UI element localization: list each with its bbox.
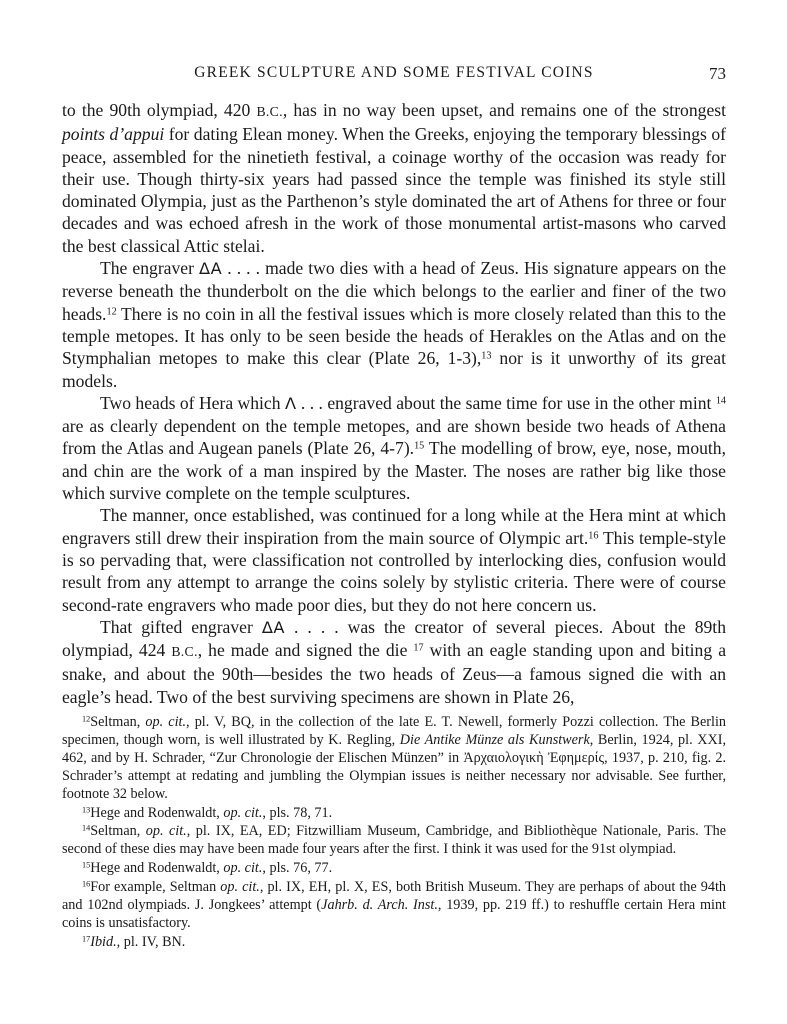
engraver-signature: ΔΑ — [261, 617, 285, 637]
footnote-17: $^{17}$Ibid., pl. IV, BN. — [82, 933, 186, 950]
footnote-12: $^{12}$Seltman, op. cit., pl. V, BQ, in the collection of the late E. T. Newell, formerly Pozzi collection. The Berlin specimen, though worn, is well illustrated by K. Regling, Die Antike Münze als Kunstwerk, Berlin, 1924, pl. XXI, 462, and by H. Schrader, “Zur Chronologie der Elischen Münzen” in Ἀρχαιολογικὴ Ἐφημερίς, 1937, p. 210, fig. 2. Schrader’s attempt at redating and jumbling the Olympian issues is neither necessary nor advisable. See further, footnote 32 below. — [62, 714, 726, 802]
running-head: GREEK SCULPTURE AND SOME FESTIVAL COINS — [194, 64, 594, 81]
footnote-ref: 14 — [715, 395, 726, 407]
footnote-ref: 17 — [413, 642, 424, 654]
footnote-ref: 12 — [106, 306, 117, 318]
footnotes — [62, 714, 726, 953]
footnote-ref: 15 — [414, 440, 425, 452]
footnote-13: $^{13}$Hege and Rodenwaldt, op. cit., pls. 78, 71. — [82, 804, 333, 821]
engraver-signature: ΔΑ — [199, 259, 223, 279]
engraver-signature: Λ — [284, 393, 297, 413]
footnote-15: $^{15}$Hege and Rodenwaldt, op. cit., pls. 76, 77. — [82, 860, 333, 877]
body-text — [62, 99, 726, 708]
paragraph-5: That gifted engraver ΔΑ . . . . was the creator of several pieces. About the 89th olympiad, 424 B.C., he made and signed the die $^{17}$ with an eagle standing upon and biting a snake, and about the 90th—besides the two heads of Zeus—a famous signed die with an eagle’s head. Two of the best surviving specimens are shown in Plate 26, — [62, 616, 726, 707]
footnote-ref: 13 — [481, 350, 492, 362]
paragraph-2: The engraver ΔΑ . . . . made two dies with a head of Zeus. His signature appears on the reverse beneath the thunderbolt on the die which belongs to the earlier and finer of the two heads.$^{12}$ There is no coin in all the festival issues which is more closely related than this to the temple metopes. It has only to be seen beside the heads of Herakles on the Atlas and on the Stymphalian metopes to make this clear (Plate 26, 1-3),$^{13}$ nor is it unworthy of its great models. — [62, 258, 727, 391]
page-number: 73 — [709, 64, 726, 83]
footnote-ref: 16 — [588, 530, 599, 542]
footnote-16: $^{16}$For example, Seltman op. cit., pl. IX, EH, pl. X, ES, both British Museum. They are perhaps of about the 94th and 102nd olympiads. J. Jongkees’ attempt (Jahrb. d. Arch. Inst., 1939, pp. 219 ff.) to reshuffle certain Hera mint coins is unsatisfactory. — [62, 879, 726, 931]
footnote-14: $^{14}$Seltman, op. cit., pl. IX, EA, ED; Fitzwilliam Museum, Cambridge, and Bibliothèque Nationale, Paris. The second of these dies may have been made four years after the first. I think it was used for the 91st olympiad. — [62, 823, 727, 858]
paragraph-4: The manner, once established, was continued for a long while at the Hera mint at which engravers still drew their inspiration from the main source of Olympic art.$^{16}$ This temple-style is so pervading that, were classification not controlled by interlocking dies, confusion would result from any attempt to arrange the coins solely by stylistic criteria. There were of course second-rate engravers who made poor dies, but they do not here concern us. — [62, 505, 726, 615]
paragraph-1: to the 90th olympiad, 420 B.C., has in no way been upset, and remains one of the strongest points d’appui for dating Elean money. When the Greeks, enjoying the temporary blessings of peace, assembled for the ninetieth festival, a coinage worthy of the occasion was ready for their use. Though thirty-six years had passed since the temple was finished its style still dominated Olympia, just as the Parthenon’s style dominated the art of Athens for three or four decades and was echoed afresh in the work of those monumental artist-masons who carved the best classical Attic stelai. — [62, 100, 726, 256]
page-header — [62, 64, 726, 88]
paragraph-3: Two heads of Hera which Λ . . . engraved about the same time for use in the other mint $^{14}$ are as clearly dependent on the temple metopes, and are shown beside two heads of Athena from the Atlas and Augean panels (Plate 26, 4-7).$^{15}$ The modelling of brow, eye, nose, mouth, and chin are the work of a man inspired by the Master. The noses are rather big like those which survive complete on the temple sculptures. — [62, 392, 726, 504]
